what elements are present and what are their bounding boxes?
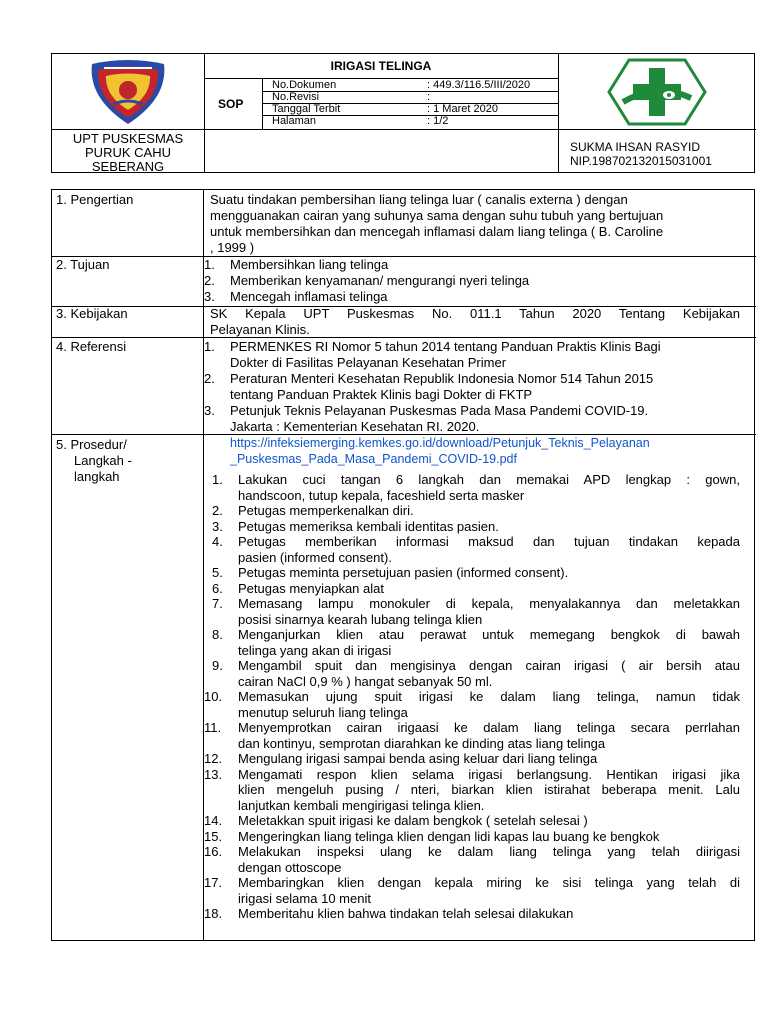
step-text-line: Petugas memberikan informasi maksud dan tujuan tindakan kepada (238, 534, 740, 549)
signer-nip: NIP.198702132015031001 (570, 154, 712, 168)
prosedur-steps (204, 472, 740, 922)
procedure-step (204, 767, 740, 814)
sop-header (51, 53, 755, 173)
item-number: 1. (204, 339, 215, 354)
step-text-line: Petugas meminta persetujuan pasien (informed consent). (238, 565, 569, 580)
text-line: PERMENKES RI Nomor 5 tahun 2014 tentang Panduan Praktis Klinis Bagi (230, 339, 661, 354)
signer-block (570, 140, 712, 168)
list-item (204, 339, 749, 371)
list-item (204, 257, 744, 273)
procedure-step (204, 844, 740, 875)
referensi-list (204, 339, 749, 467)
procedure-step (204, 472, 740, 503)
step-text-line: Mengulang irigasi sampai benda asing keluar dari liang telinga (238, 751, 598, 766)
step-text-line: Melakukan inspeksi ulang ke dalam liang telinga yang telah diirigasi (238, 844, 740, 859)
text-line: untuk membersihkan dan mencegah inflamasi dalam liang telinga ( B. Caroline (210, 224, 664, 239)
step-text-line: Lakukan cuci tangan 6 langkah dan memakai APD lengkap : gown, (238, 472, 740, 487)
step-text-line: lanjutkan kembali mengirigasi telinga klien. (238, 797, 485, 813)
procedure-step (204, 627, 740, 658)
text-line: Petunjuk Teknis Pelayanan Puskesmas Pada Masa Pandemi COVID-19. (230, 403, 649, 418)
meta-value: : 1 Maret 2020 (427, 103, 498, 115)
item-text: Memberikan kenyamanan/ mengurangi nyeri telinga (230, 273, 530, 288)
reference-link[interactable]: _Puskesmas_Pada_Masa_Pandemi_COVID-19.pdf (230, 452, 517, 466)
meta-label: Tanggal Terbit (272, 103, 341, 115)
step-number: 14. (204, 813, 223, 828)
text-line: Pelayanan Klinis. (210, 322, 310, 337)
step-text-line: Memasang lampu monokuler di kepala, menyalakannya dan meletakkan (238, 596, 740, 611)
text-line: Jakarta : Kementerian Kesehatan RI. 2020. (230, 419, 480, 434)
section-label-kebijakan: 3. Kebijakan (56, 306, 128, 321)
step-text-line: telinga yang akan di irigasi (238, 642, 392, 658)
text-line: Peraturan Menteri Kesehatan Republik Indonesia Nomor 514 Tahun 2015 (230, 371, 654, 386)
item-number: 3. (204, 289, 215, 304)
org-line: SEBERANG (91, 159, 165, 174)
procedure-step (204, 751, 740, 767)
pengertian-text (210, 192, 738, 256)
step-text-line: Petugas memperkenalkan diri. (238, 503, 414, 518)
procedure-step (204, 658, 740, 689)
step-text-line: Meletakkan spuit irigasi ke dalam bengkok ( setelah selesai ) (238, 813, 588, 828)
item-number: 3. (204, 403, 215, 418)
step-text-line: posisi sinarnya kearah lubang telinga klien (238, 611, 483, 627)
meta-value: : 449.3/116.5/III/2020 (427, 79, 531, 91)
list-item (204, 403, 749, 467)
procedure-step (204, 720, 740, 751)
procedure-step (204, 565, 740, 581)
reference-link[interactable]: https://infeksiemerging.kemkes.go.id/download/Petunjuk_Teknis_Pelayanan (230, 436, 650, 450)
meta-label: No.Revisi (272, 91, 320, 103)
label-line: 5. Prosedur/ (56, 437, 127, 452)
label-line: Langkah - (74, 453, 132, 468)
step-text-line: Mengeringkan liang telinga klien dengan lidi kapas lau buang ke bengkok (238, 828, 660, 844)
item-text: Mencegah inflamasi telinga (230, 289, 388, 304)
text-line: tentang Panduan Praktek Klinis bagi Dokter di FKTP (230, 387, 533, 402)
step-text-line: klien mengeluh pusing / nteri, biarkan klien istirahat beberapa menit. Lalu (238, 782, 740, 797)
step-text-line: dengan ottoscope (238, 859, 342, 875)
list-item (204, 371, 749, 403)
procedure-step (204, 829, 740, 845)
step-number: 1. (212, 472, 223, 487)
procedure-step (204, 875, 740, 906)
step-text-line: Mengambil spuit dan mengisinya dengan cairan irigasi ( air bersih atau (238, 658, 740, 673)
item-number: 1. (204, 257, 215, 272)
text-line: Suatu tindakan pembersihan liang telinga luar ( canalis externa ) dengan (210, 192, 628, 207)
step-text-line: Menyemprotkan cairan irigaasi ke dalam liang telinga secara perrlahan (238, 720, 740, 735)
sop-content-table (51, 189, 755, 941)
section-label-pengertian: 1. Pengertian (56, 192, 134, 207)
step-text-line: Petugas memeriksa kembali identitas pasien. (238, 518, 499, 534)
procedure-step (204, 596, 740, 627)
procedure-step (204, 906, 740, 922)
section-label-tujuan: 2. Tujuan (56, 257, 110, 272)
step-number: 11. (204, 720, 222, 735)
step-number: 10. (204, 689, 223, 704)
procedure-step (204, 503, 740, 519)
step-text-line: Petugas menyiapkan alat (238, 580, 384, 596)
tujuan-list (204, 257, 744, 305)
step-number: 16. (204, 844, 223, 859)
step-text-line: cairan NaCl 0,9 % ) hangat sebanyak 50 ml. (238, 673, 493, 689)
step-number: 2. (212, 503, 223, 518)
district-logo (84, 58, 172, 126)
meta-label: Halaman (272, 115, 317, 127)
text-line: SK Kepala UPT Puskesmas No. 011.1 Tahun 2020 Tentang Kebijakan (210, 306, 740, 321)
list-item (204, 289, 744, 305)
step-text-line: dan kontinyu, semprotan diarahkan ke dinding atas liang telinga (238, 735, 606, 751)
procedure-step (204, 581, 740, 597)
step-text-line: Menganjurkan klien atau perawat untuk memegang bengkok di bawah (238, 627, 740, 642)
item-text: Membersihkan liang telinga (230, 257, 389, 272)
step-number: 7. (212, 596, 223, 611)
text-line: mengguanakan cairan yang suhunya sama dengan suhu tubuh yang bertujuan (210, 208, 664, 223)
procedure-step (204, 519, 740, 535)
org-line: PURUK CAHU (85, 145, 171, 160)
step-number: 17. (204, 875, 223, 890)
step-number: 12. (204, 751, 223, 766)
section-label-referensi: 4. Referensi (56, 339, 127, 354)
step-number: 6. (212, 580, 223, 596)
step-text-line: Memberitahu klien bahwa tindakan telah selesai dilakukan (238, 906, 574, 921)
step-number: 9. (212, 658, 223, 673)
step-number: 8. (212, 627, 223, 642)
step-text-line: pasien (informed consent). (238, 549, 392, 565)
step-text-line: Membaringkan klien dengan kepala miring ke sisi telinga yang telah di (238, 875, 740, 890)
item-number: 2. (204, 371, 215, 386)
step-text-line: Memasukan ujung spuit irigasi ke dalam liang telinga, namun tidak (238, 689, 740, 704)
org-name (52, 132, 204, 174)
meta-table (262, 79, 558, 129)
step-number: 5. (212, 565, 223, 580)
sop-label: SOP (218, 97, 244, 111)
text-line: , 1999 ) (210, 240, 255, 255)
step-number: 3. (212, 518, 223, 534)
signer-name: SUKMA IHSAN RASYID (570, 140, 701, 154)
meta-value: : (427, 91, 431, 103)
meta-label: No.Dokumen (272, 79, 337, 91)
kebijakan-text (210, 306, 740, 338)
step-text-line: handscoon, tutup kepala, faceshield serta masker (238, 487, 525, 503)
section-label-prosedur (56, 437, 196, 485)
procedure-step (204, 534, 740, 565)
step-number: 4. (212, 534, 223, 549)
step-text-line: Mengamati respon klien selama irigasi berlangsung. Hentikan irigasi jika (238, 766, 740, 782)
label-line: langkah (74, 469, 120, 484)
item-number: 2. (204, 273, 215, 288)
meta-value: : 1/2 (427, 115, 449, 127)
procedure-step (204, 813, 740, 829)
sop-title: IRIGASI TELINGA (330, 59, 432, 73)
puskesmas-logo (607, 58, 707, 126)
org-line: UPT PUSKESMAS (72, 131, 184, 146)
step-number: 13. (204, 766, 223, 782)
list-item (204, 273, 744, 289)
step-text-line: irigasi selama 10 menit (238, 890, 371, 906)
procedure-step (204, 689, 740, 720)
text-line: Dokter di Fasilitas Pelayanan Kesehatan Primer (230, 355, 507, 370)
step-number: 18. (204, 906, 223, 921)
step-text-line: menutup seluruh liang telinga (238, 704, 408, 720)
step-number: 15. (204, 828, 223, 844)
